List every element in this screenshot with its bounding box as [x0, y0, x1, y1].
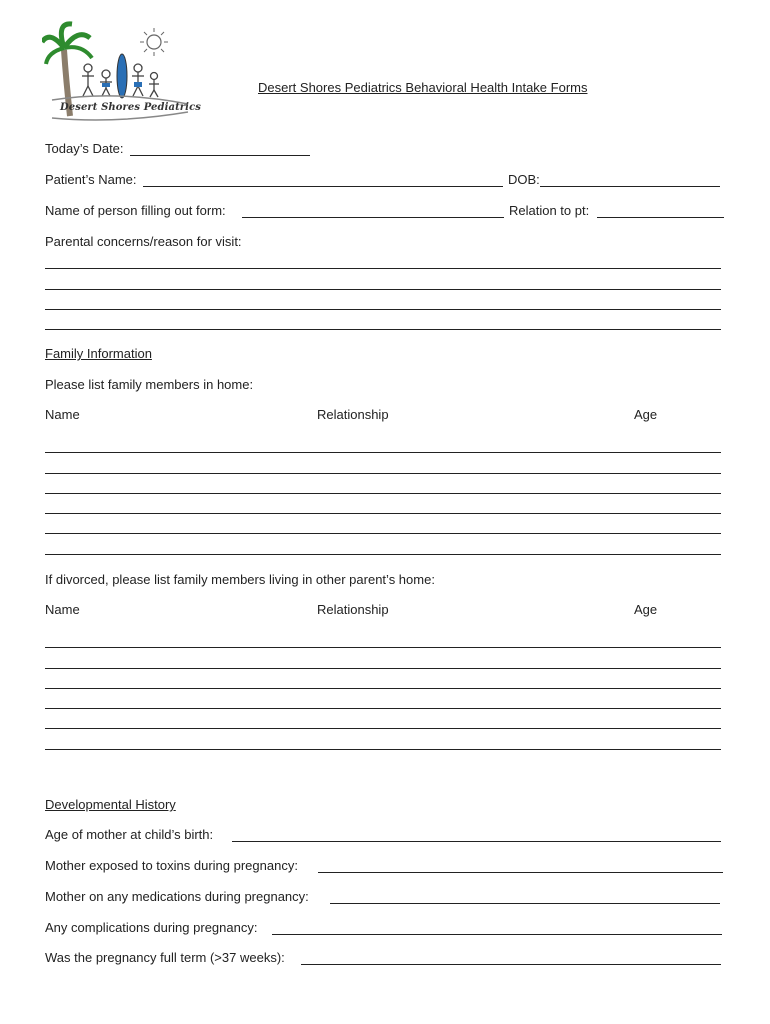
patient-name-label: Patient’s Name:: [45, 172, 137, 187]
family-row-line[interactable]: [45, 513, 721, 514]
complications-label: Any complications during pregnancy:: [45, 920, 258, 935]
divorced-instruction: If divorced, please list family members living in other parent’s home:: [45, 572, 435, 587]
full-term-label: Was the pregnancy full term (>37 weeks):: [45, 950, 285, 965]
logo-text: Desert Shores Pediatrics: [60, 102, 201, 113]
concerns-label: Parental concerns/reason for visit:: [45, 234, 242, 249]
todays-date-field[interactable]: [130, 155, 310, 156]
family-row-line[interactable]: [45, 473, 721, 474]
other-home-row-line[interactable]: [45, 728, 721, 729]
medications-label: Mother on any medications during pregnancy:: [45, 889, 309, 904]
form-title: Desert Shores Pediatrics Behavioral Health Intake Forms: [258, 80, 588, 95]
col-age: Age: [634, 602, 658, 617]
family-row-line[interactable]: [45, 493, 721, 494]
concerns-line[interactable]: [45, 289, 721, 290]
col-name: Name: [45, 602, 80, 617]
col-name: Name: [45, 407, 80, 422]
patient-name-field[interactable]: [143, 186, 503, 187]
other-home-row-line[interactable]: [45, 668, 721, 669]
family-heading: Family Information: [45, 346, 152, 361]
concerns-line[interactable]: [45, 268, 721, 269]
dob-field[interactable]: [540, 186, 720, 187]
toxins-label: Mother exposed to toxins during pregnancy:: [45, 858, 298, 873]
family-row-line[interactable]: [45, 554, 721, 555]
relation-field[interactable]: [597, 217, 724, 218]
other-home-row-line[interactable]: [45, 708, 721, 709]
mother-age-field[interactable]: [232, 841, 721, 842]
family-instruction: Please list family members in home:: [45, 377, 254, 392]
full-term-field[interactable]: [301, 964, 721, 965]
toxins-field[interactable]: [318, 872, 723, 873]
other-home-row-line[interactable]: [45, 688, 721, 689]
concerns-line[interactable]: [45, 309, 721, 310]
concerns-line[interactable]: [45, 329, 721, 330]
family-row-line[interactable]: [45, 533, 721, 534]
dob-label: DOB:: [508, 172, 540, 187]
complications-field[interactable]: [272, 934, 722, 935]
todays-date-label: Today’s Date:: [45, 141, 124, 156]
other-home-row-line[interactable]: [45, 647, 721, 648]
developmental-heading: Developmental History: [45, 797, 176, 812]
family-row-line[interactable]: [45, 452, 721, 453]
col-age: Age: [634, 407, 658, 422]
col-relationship: Relationship: [317, 407, 389, 422]
other-home-row-line[interactable]: [45, 749, 721, 750]
filler-name-label: Name of person filling out form:: [45, 203, 226, 218]
col-relationship: Relationship: [317, 602, 389, 617]
filler-name-field[interactable]: [242, 217, 504, 218]
medications-field[interactable]: [330, 903, 720, 904]
relation-label: Relation to pt:: [509, 203, 590, 218]
mother-age-label: Age of mother at child’s birth:: [45, 827, 214, 842]
